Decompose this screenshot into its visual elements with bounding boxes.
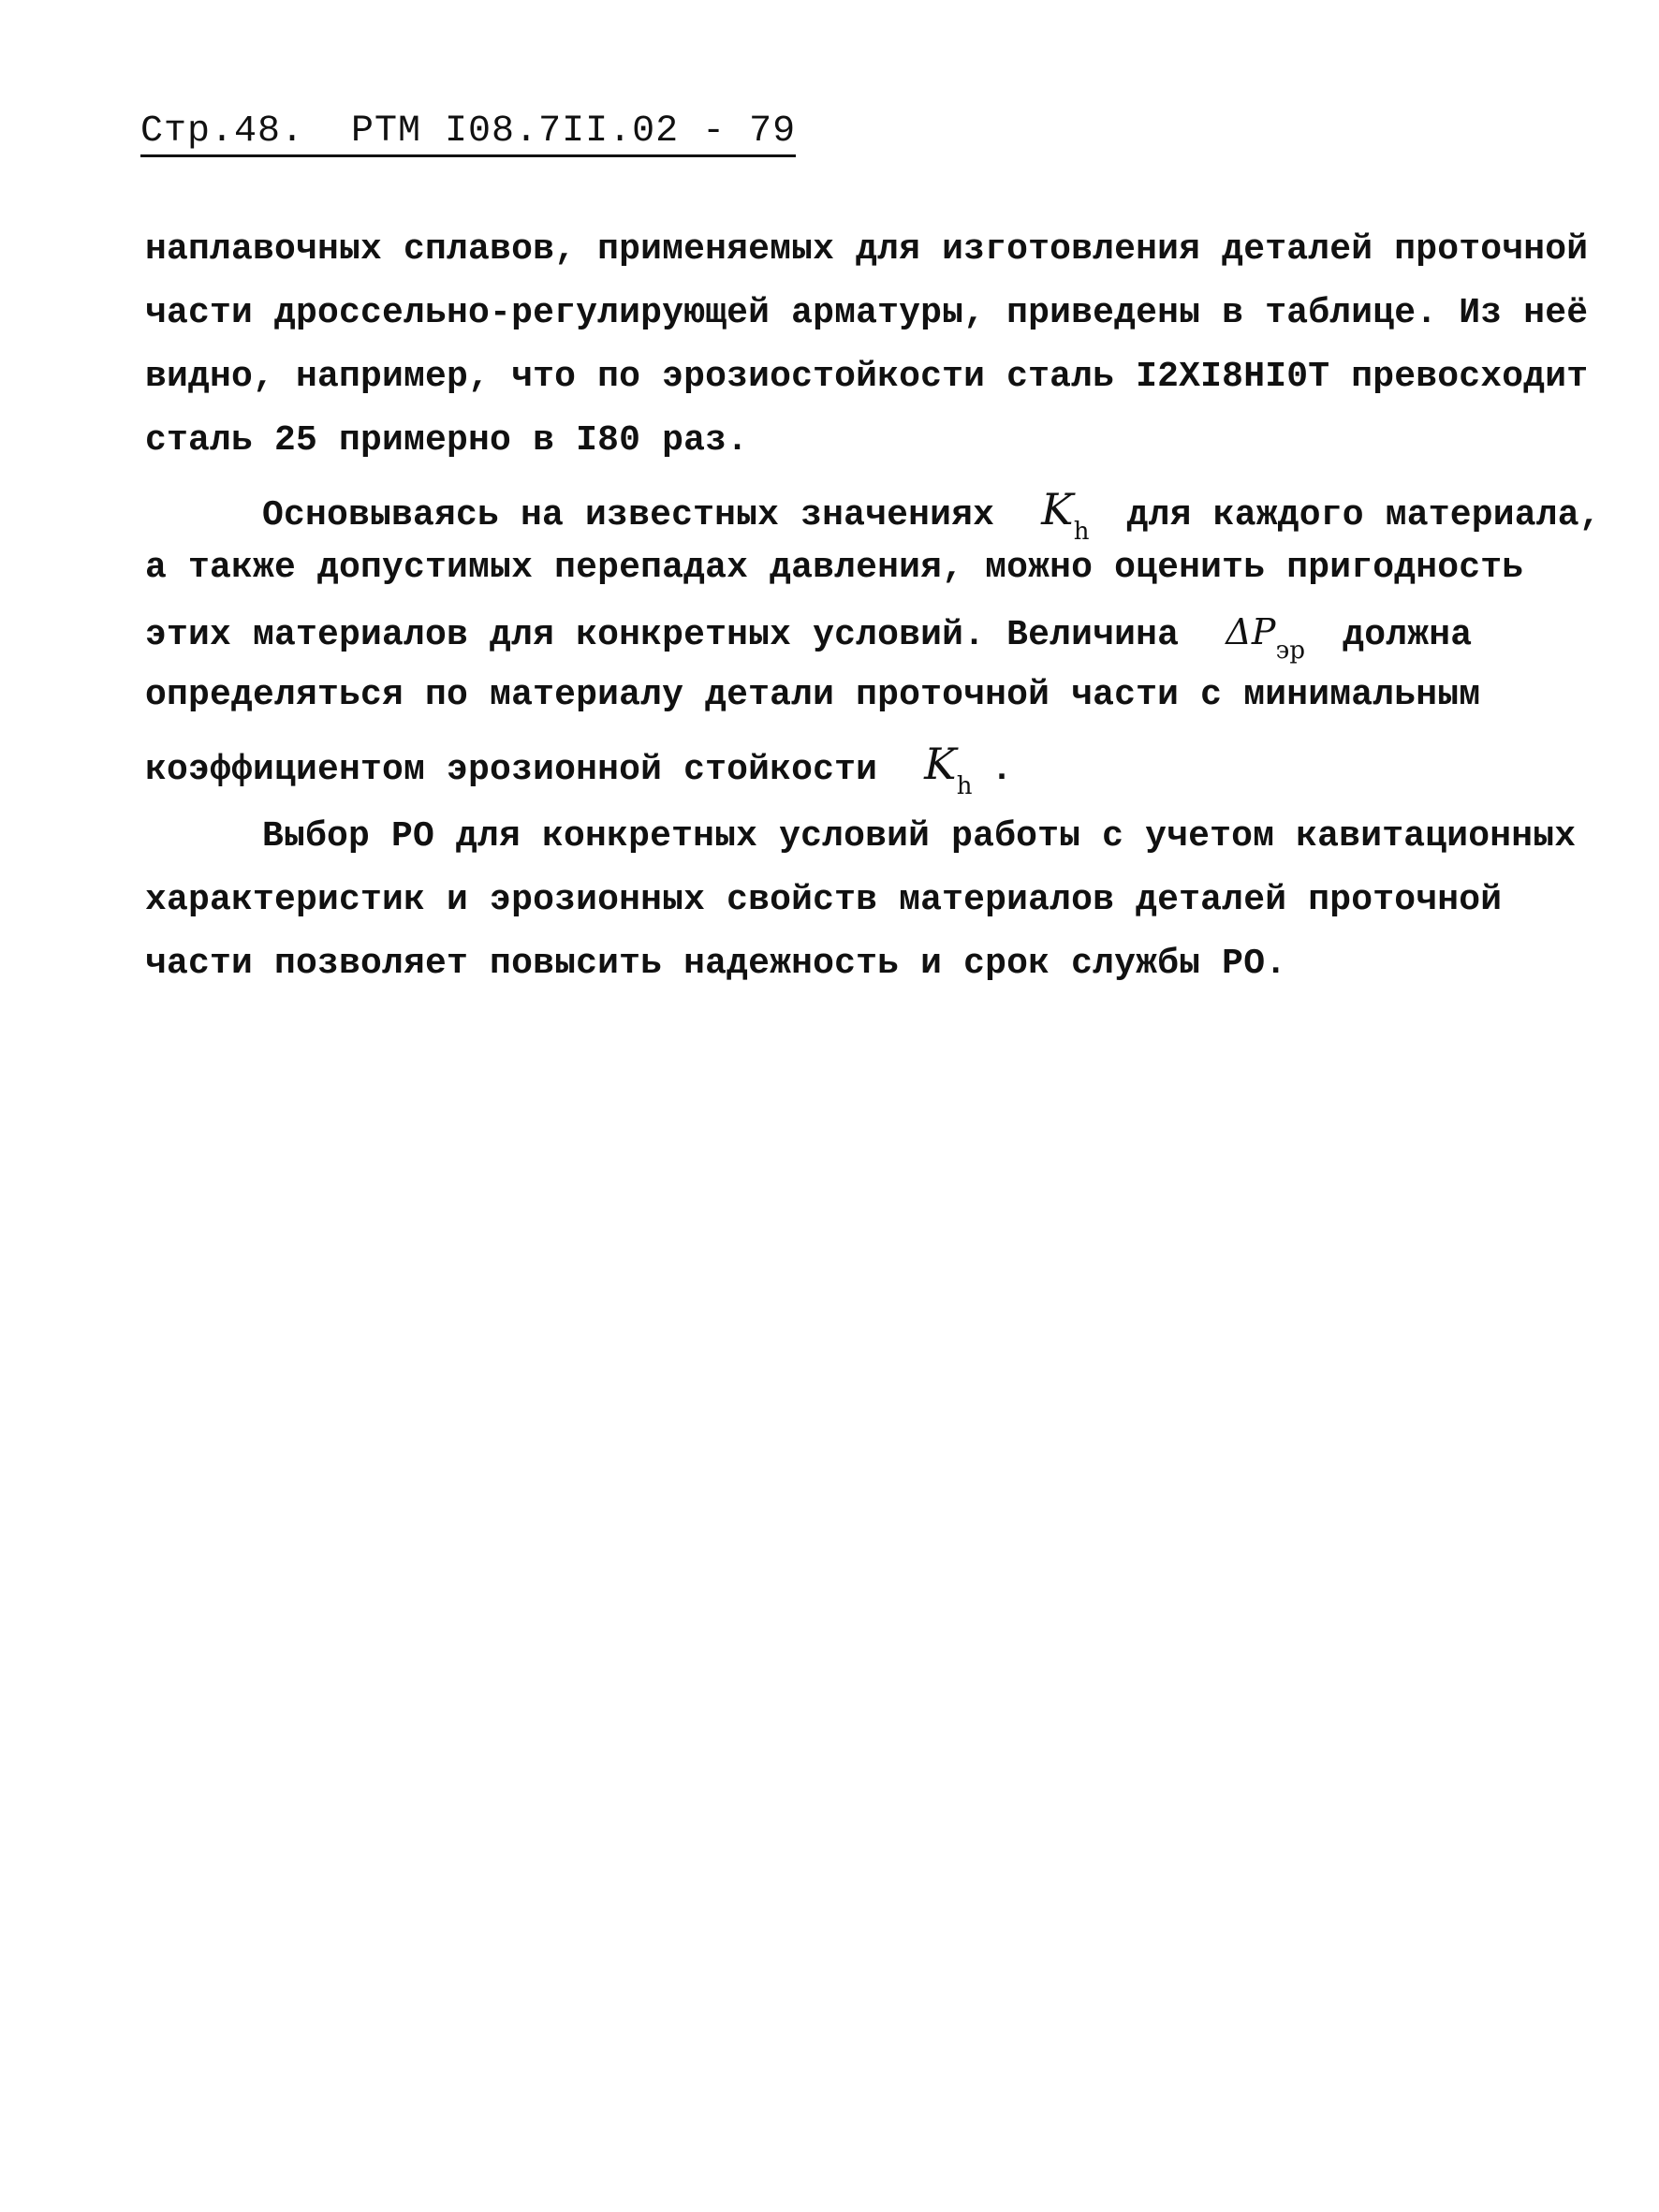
text-line: Выбор РО для конкретных условий работы с учетом кавитационных: [262, 816, 1577, 857]
page-header: [140, 110, 796, 157]
document-code: РТМ I08.7II.02 - 79: [351, 110, 797, 153]
symbol-delta-p-er: $\Delta P_{эр}$: [1226, 611, 1306, 665]
page-number: Стр.48.: [140, 110, 305, 153]
text-fragment: .: [991, 750, 1013, 790]
text-line: части позволяет повысить надежность и срок службы РО.: [145, 944, 1287, 984]
text-line: наплавочных сплавов, применяемых для изготовления деталей проточной: [145, 229, 1589, 270]
symbol-kh: $K_h$: [1041, 484, 1090, 547]
text-line: [262, 484, 1601, 547]
text-fragment: коэффициентом эрозионной стойкости: [145, 750, 878, 790]
text-fragment: этих материалов для конкретных условий. Величина: [145, 615, 1180, 655]
text-line: а также допустимых перепадах давления, можно оценить пригодность: [145, 548, 1524, 588]
symbol-kh: $K_h$: [924, 739, 973, 801]
text-line: определяться по материалу детали проточной части с минимальным: [145, 675, 1481, 715]
text-fragment: должна: [1343, 615, 1473, 655]
text-fragment: для каждого материала,: [1126, 495, 1601, 535]
text-fragment: Основываясь на известных значениях: [262, 495, 995, 535]
text-line: [145, 739, 1013, 801]
text-line: сталь 25 примерно в I80 раз.: [145, 420, 749, 461]
text-line: видно, например, что по эрозиостойкости сталь I2XI8HI0T превосходит: [145, 357, 1589, 397]
text-line: характеристик и эрозионных свойств материалов деталей проточной: [145, 880, 1503, 920]
text-line: части дроссельно-регулирующей арматуры, приведены в таблице. Из неё: [145, 293, 1589, 333]
text-line: [145, 611, 1473, 665]
